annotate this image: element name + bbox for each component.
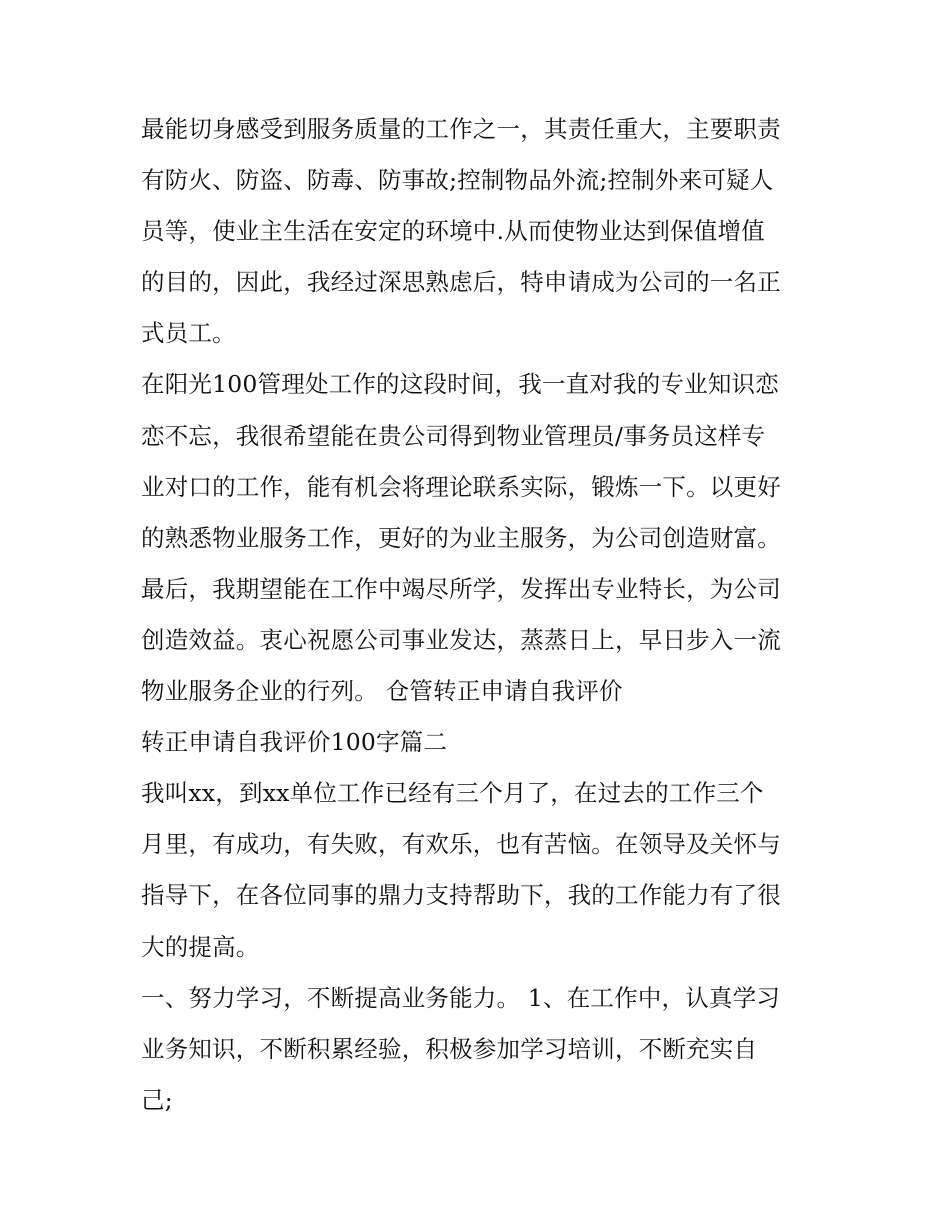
text-line: 员等，使业主生活在安定的环境中.从而使物业达到保值增值 xyxy=(141,217,765,246)
text-line: 在阳光100管理处工作的这段时间，我一直对我的专业知识恋 xyxy=(141,370,779,399)
text-line: 业对口的工作，能有机会将理论联系实际，锻炼一下。以更好 xyxy=(141,472,781,501)
text-line: 物业服务企业的行列。 仓管转正申请自我评价 xyxy=(141,677,623,706)
text-line: 大的提高。 xyxy=(141,932,260,961)
text-line: 月里，有成功，有失败，有欢乐，也有苦恼。在领导及关怀与 xyxy=(141,830,781,859)
text-line: 业务知识，不断积累经验，积极参加学习培训，不断充实自 xyxy=(141,1034,758,1063)
document-body xyxy=(141,104,813,1126)
text-line: 创造效益。衷心祝愿公司事业发达，蒸蒸日上，早日步入一流 xyxy=(141,625,781,654)
text-line: 恋不忘，我很希望能在贵公司得到物业管理员/事务员这样专 xyxy=(141,421,766,450)
text-line: 指导下，在各位同事的鼎力支持帮助下，我的工作能力有了很 xyxy=(141,881,781,910)
text-line: 最能切身感受到服务质量的工作之一，其责任重大，主要职责 xyxy=(141,115,781,143)
text-line: 式员工。 xyxy=(141,319,236,348)
text-line: 己; xyxy=(141,1085,173,1114)
text-line: 一、努力学习，不断提高业务能力。 1、在工作中，认真学习 xyxy=(141,983,781,1012)
text-line: 的熟悉物业服务工作，更好的为业主服务，为公司创造财富。 xyxy=(141,523,781,552)
section-heading: 转正申请自我评价100字篇二 xyxy=(141,728,448,757)
text-line: 最后，我期望能在工作中竭尽所学，发挥出专业特长，为公司 xyxy=(141,574,781,603)
text-line: 的目的，因此，我经过深思熟虑后，特申请成为公司的一名正 xyxy=(141,268,781,297)
text-line: 我叫xx，到xx单位工作已经有三个月了，在过去的工作三个 xyxy=(141,779,764,808)
text-line: 有防火、防盗、防毒、防事故;控制物品外流;控制外来可疑人 xyxy=(141,166,774,195)
